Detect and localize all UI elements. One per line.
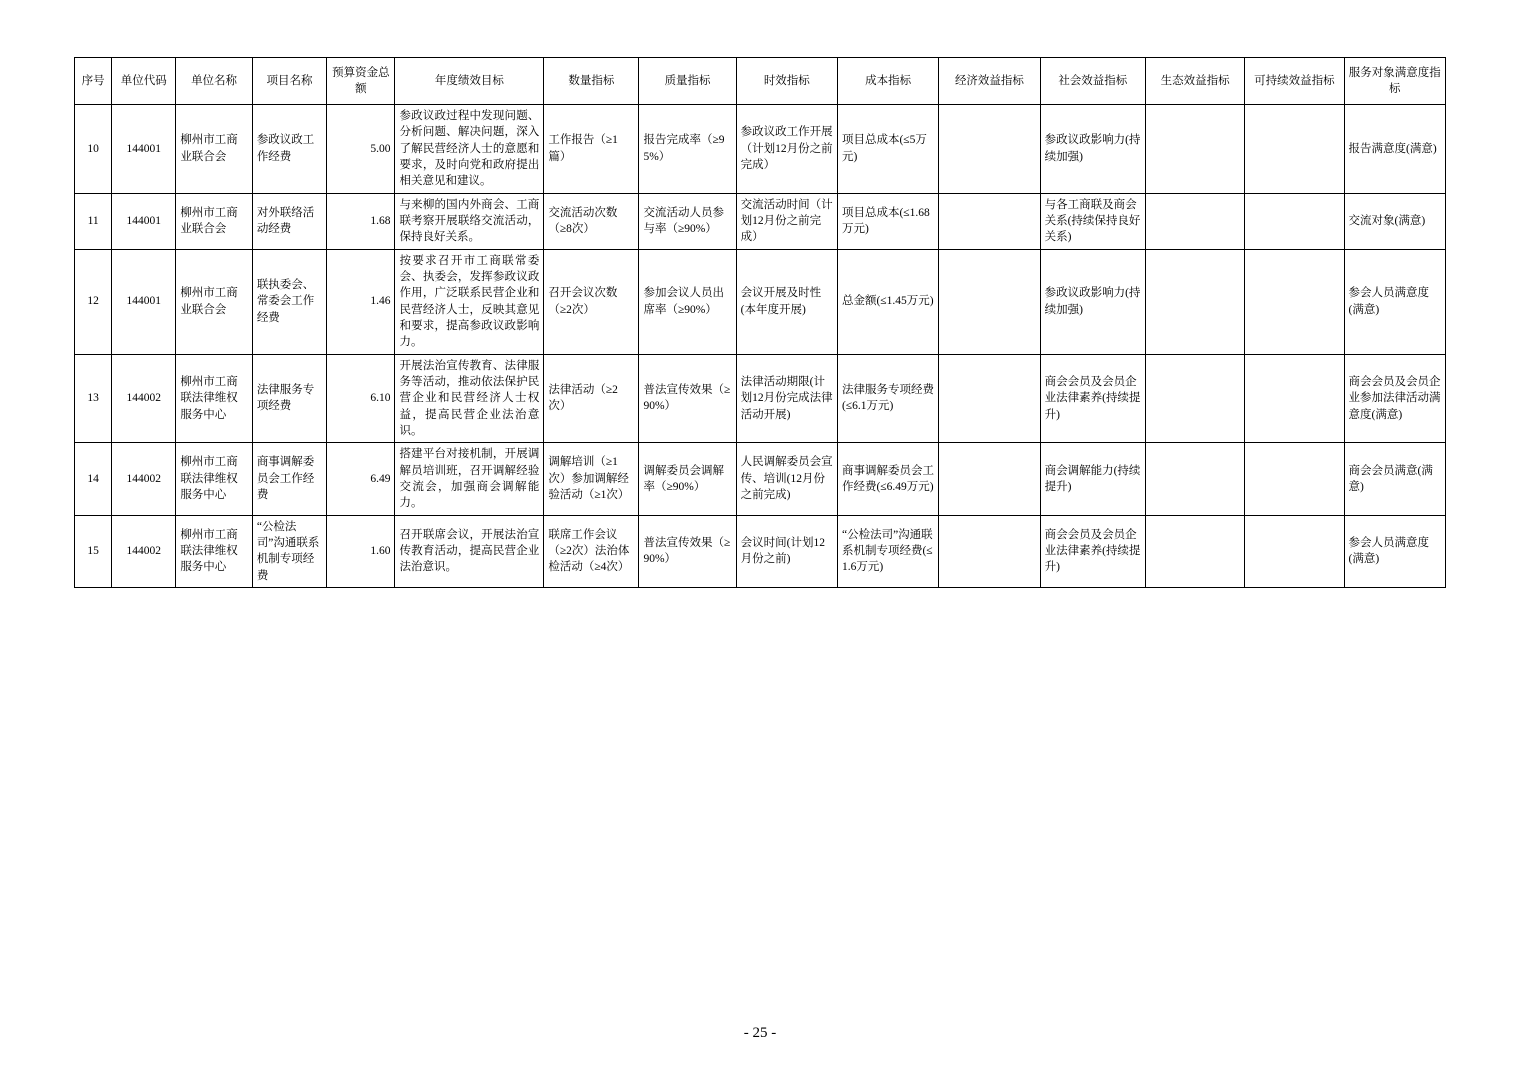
column-header-index: 序号 — [75, 58, 112, 105]
cell-annual-goal: 召开联席会议，开展法治宣传教育活动，提高民营企业法治意识。 — [395, 515, 544, 587]
cell-cost: 法律服务专项经费(≤6.1万元) — [837, 354, 938, 443]
cell-project-name: 联执委会、常委会工作经费 — [252, 249, 326, 354]
cell-quantity: 法律活动（≥2次） — [544, 354, 639, 443]
table-row — [75, 105, 1446, 194]
column-header-cost: 成本指标 — [837, 58, 938, 105]
cell-satisfaction: 报告满意度(满意) — [1344, 105, 1445, 194]
cell-satisfaction: 商会会员满意(满意) — [1344, 443, 1445, 515]
column-header-quality: 质量指标 — [639, 58, 736, 105]
table-row — [75, 443, 1446, 515]
cell-economic — [939, 515, 1040, 587]
cell-quality: 交流活动人员参与率（≥90%） — [639, 193, 736, 249]
cell-index: 10 — [75, 105, 112, 194]
cell-budget-total: 6.49 — [327, 443, 395, 515]
column-header-timeliness: 时效指标 — [736, 58, 837, 105]
cell-quality: 普法宣传效果（≥90%） — [639, 515, 736, 587]
cell-annual-goal: 与来柳的国内外商会、工商联考察开展联络交流活动，保持良好关系。 — [395, 193, 544, 249]
cell-budget-total: 6.10 — [327, 354, 395, 443]
cell-annual-goal: 按要求召开市工商联常委会、执委会，发挥参政议政作用，广泛联系民营企业和民营经济人士，反映其意见和要求，提高参政议政影响力。 — [395, 249, 544, 354]
cell-quantity: 召开会议次数（≥2次） — [544, 249, 639, 354]
column-header-social: 社会效益指标 — [1040, 58, 1145, 105]
column-header-unit-name: 单位名称 — [176, 58, 253, 105]
cell-index: 14 — [75, 443, 112, 515]
cell-ecological — [1146, 105, 1245, 194]
cell-sustainable — [1245, 105, 1344, 194]
cell-unit-name: 柳州市工商业联合会 — [176, 249, 253, 354]
table-row — [75, 193, 1446, 249]
cell-social: 参政议政影响力(持续加强) — [1040, 105, 1145, 194]
cell-budget-total: 1.68 — [327, 193, 395, 249]
cell-cost: “公检法司”沟通联系机制专项经费(≤1.6万元) — [837, 515, 938, 587]
performance-target-table — [74, 57, 1446, 588]
cell-social: 与各工商联及商会关系(持续保持良好关系) — [1040, 193, 1145, 249]
cell-sustainable — [1245, 443, 1344, 515]
cell-unit-code: 144002 — [112, 515, 176, 587]
cell-unit-code: 144001 — [112, 193, 176, 249]
cell-timeliness: 法律活动期限(计划12月份完成法律活动开展) — [736, 354, 837, 443]
table-row — [75, 249, 1446, 354]
cell-unit-name: 柳州市工商联法律维权服务中心 — [176, 354, 253, 443]
cell-quality: 调解委员会调解率（≥90%） — [639, 443, 736, 515]
table-row — [75, 515, 1446, 587]
cell-annual-goal: 搭建平台对接机制，开展调解员培训班，召开调解经验交流会，加强商会调解能力。 — [395, 443, 544, 515]
cell-ecological — [1146, 443, 1245, 515]
cell-sustainable — [1245, 249, 1344, 354]
cell-cost: 项目总成本(≤1.68万元) — [837, 193, 938, 249]
cell-sustainable — [1245, 354, 1344, 443]
column-header-sustainable: 可持续效益指标 — [1245, 58, 1344, 105]
cell-project-name: “公检法司”沟通联系机制专项经费 — [252, 515, 326, 587]
cell-satisfaction: 参会人员满意度(满意) — [1344, 249, 1445, 354]
cell-ecological — [1146, 515, 1245, 587]
cell-unit-code: 144002 — [112, 443, 176, 515]
cell-ecological — [1146, 249, 1245, 354]
cell-quality: 报告完成率（≥95%） — [639, 105, 736, 194]
table-row — [75, 354, 1446, 443]
cell-index: 11 — [75, 193, 112, 249]
cell-ecological — [1146, 193, 1245, 249]
column-header-ecological: 生态效益指标 — [1146, 58, 1245, 105]
cell-timeliness: 会议时间(计划12月份之前) — [736, 515, 837, 587]
column-header-economic: 经济效益指标 — [939, 58, 1040, 105]
cell-sustainable — [1245, 515, 1344, 587]
cell-quantity: 工作报告（≥1篇） — [544, 105, 639, 194]
cell-quantity: 调解培训（≥1次）参加调解经验活动（≥1次） — [544, 443, 639, 515]
cell-social: 商会会员及会员企业法律素养(持续提升) — [1040, 515, 1145, 587]
cell-social: 参政议政影响力(持续加强) — [1040, 249, 1145, 354]
cell-cost: 项目总成本(≤5万元) — [837, 105, 938, 194]
cell-unit-code: 144001 — [112, 249, 176, 354]
cell-quality: 普法宣传效果（≥90%） — [639, 354, 736, 443]
column-header-unit-code: 单位代码 — [112, 58, 176, 105]
cell-social: 商会会员及会员企业法律素养(持续提升) — [1040, 354, 1145, 443]
cell-social: 商会调解能力(持续提升) — [1040, 443, 1145, 515]
cell-cost: 商事调解委员会工作经费(≤6.49万元) — [837, 443, 938, 515]
cell-index: 12 — [75, 249, 112, 354]
cell-satisfaction: 交流对象(满意) — [1344, 193, 1445, 249]
cell-project-name: 商事调解委员会工作经费 — [252, 443, 326, 515]
cell-cost: 总金额(≤1.45万元) — [837, 249, 938, 354]
cell-economic — [939, 105, 1040, 194]
cell-satisfaction: 商会会员及会员企业参加法律活动满意度(满意) — [1344, 354, 1445, 443]
cell-timeliness: 会议开展及时性(本年度开展) — [736, 249, 837, 354]
cell-economic — [939, 193, 1040, 249]
column-header-satisfaction: 服务对象满意度指标 — [1344, 58, 1445, 105]
column-header-project-name: 项目名称 — [252, 58, 326, 105]
cell-economic — [939, 443, 1040, 515]
cell-unit-name: 柳州市工商联法律维权服务中心 — [176, 515, 253, 587]
cell-unit-code: 144002 — [112, 354, 176, 443]
cell-unit-name: 柳州市工商联法律维权服务中心 — [176, 443, 253, 515]
cell-project-name: 参政议政工作经费 — [252, 105, 326, 194]
cell-project-name: 法律服务专项经费 — [252, 354, 326, 443]
cell-satisfaction: 参会人员满意度(满意) — [1344, 515, 1445, 587]
cell-ecological — [1146, 354, 1245, 443]
cell-quantity: 交流活动次数（≥8次） — [544, 193, 639, 249]
cell-economic — [939, 249, 1040, 354]
column-header-quantity: 数量指标 — [544, 58, 639, 105]
cell-unit-name: 柳州市工商业联合会 — [176, 105, 253, 194]
cell-unit-code: 144001 — [112, 105, 176, 194]
cell-timeliness: 参政议政工作开展（计划12月份之前完成） — [736, 105, 837, 194]
cell-budget-total: 5.00 — [327, 105, 395, 194]
cell-quantity: 联席工作会议（≥2次）法治体检活动（≥4次） — [544, 515, 639, 587]
cell-index: 15 — [75, 515, 112, 587]
cell-unit-name: 柳州市工商业联合会 — [176, 193, 253, 249]
cell-sustainable — [1245, 193, 1344, 249]
cell-timeliness: 人民调解委员会宣传、培训(12月份之前完成) — [736, 443, 837, 515]
cell-index: 13 — [75, 354, 112, 443]
cell-project-name: 对外联络活动经费 — [252, 193, 326, 249]
page-number: - 25 - — [743, 1025, 777, 1041]
cell-timeliness: 交流活动时间（计划12月份之前完成） — [736, 193, 837, 249]
table-header-row — [75, 58, 1446, 105]
column-header-annual-goal: 年度绩效目标 — [395, 58, 544, 105]
cell-annual-goal: 开展法治宣传教育、法律服务等活动，推动依法保护民营企业和民营经济人士权益，提高民营企业法治意识。 — [395, 354, 544, 443]
cell-economic — [939, 354, 1040, 443]
cell-quality: 参加会议人员出席率（≥90%） — [639, 249, 736, 354]
cell-budget-total: 1.46 — [327, 249, 395, 354]
cell-budget-total: 1.60 — [327, 515, 395, 587]
cell-annual-goal: 参政议政过程中发现问题、分析问题、解决问题，深入了解民营经济人士的意愿和要求，及时向党和政府提出相关意见和建议。 — [395, 105, 544, 194]
column-header-budget-total: 预算资金总额 — [327, 58, 395, 105]
